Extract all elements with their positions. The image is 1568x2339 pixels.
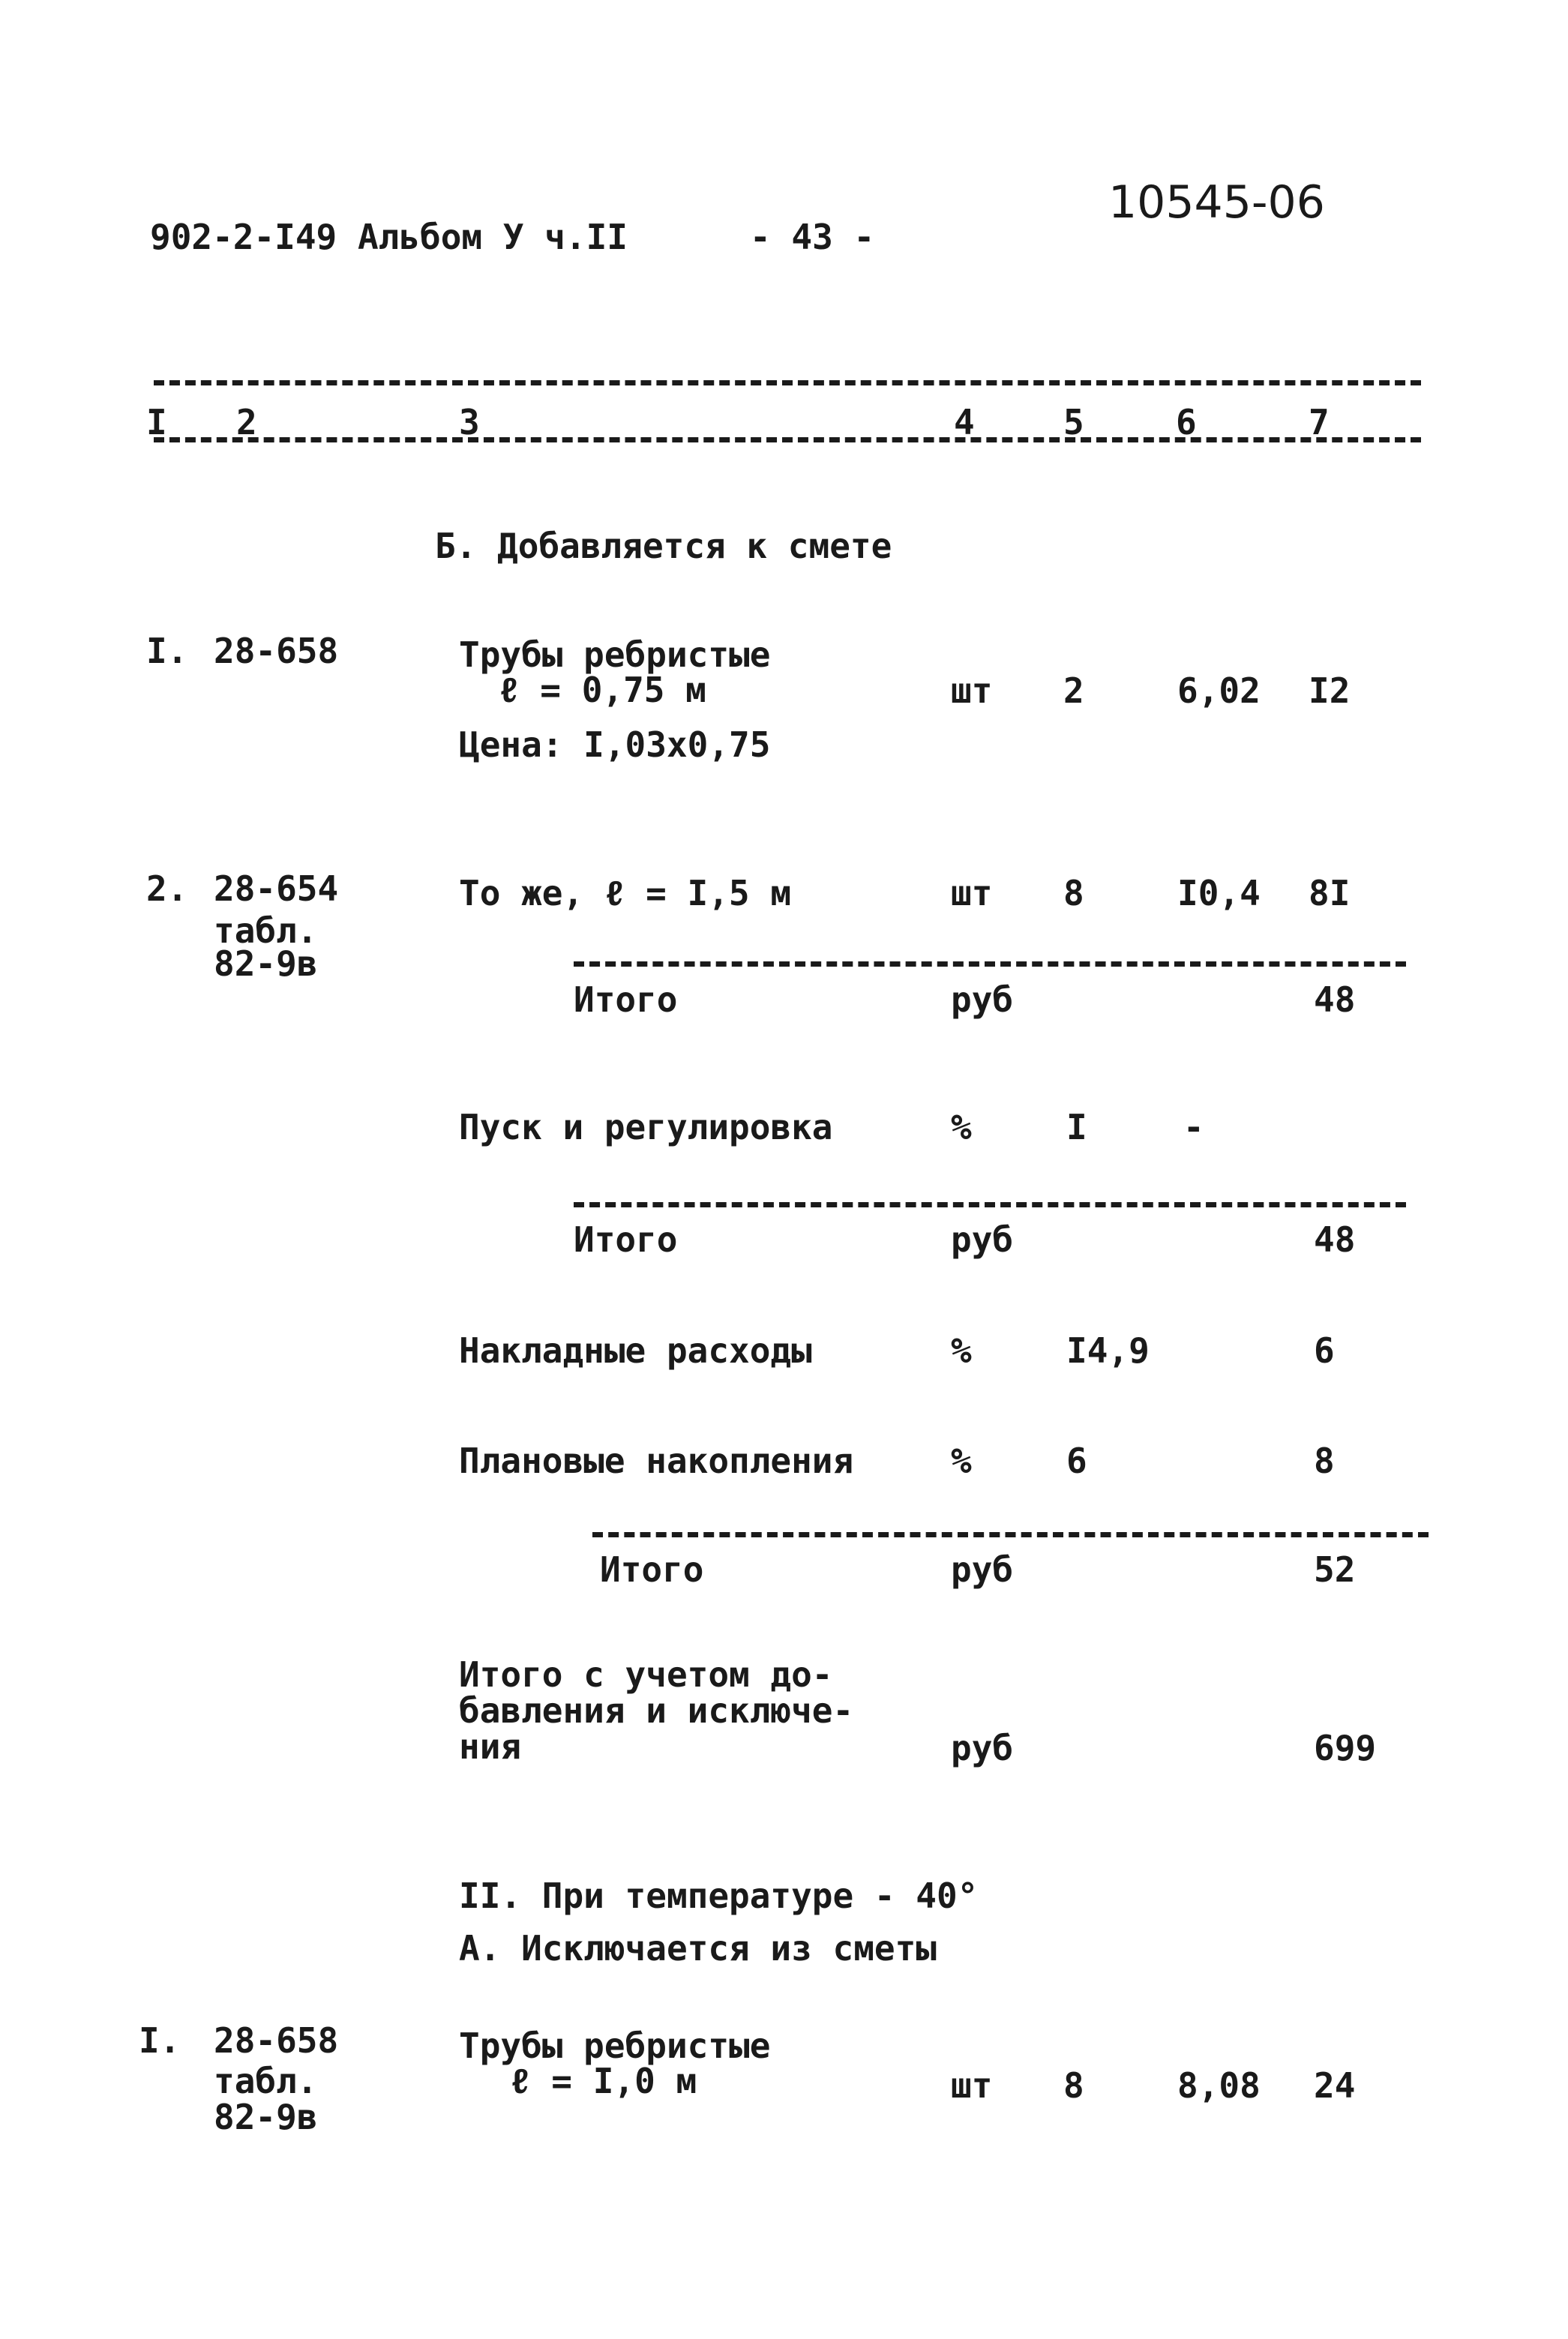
- column-5-header: 5: [1063, 402, 1084, 442]
- item-2-qty: 8: [1063, 873, 1084, 913]
- section-ii-item-1-ref-table: табл.: [214, 2061, 318, 2101]
- page-number: - 43 -: [750, 217, 875, 257]
- item-1-price: 6,02: [1177, 670, 1261, 711]
- item-1-length: ℓ = 0,75 м: [499, 670, 706, 710]
- item-2-number: 2.: [146, 868, 188, 909]
- subtotal-3-rule: [592, 1532, 1429, 1537]
- item-1-unit: шт: [951, 670, 993, 711]
- item-2-ref-table: табл.: [214, 910, 318, 951]
- header-top-rule: [154, 380, 1421, 385]
- column-2-header: 2: [236, 402, 257, 442]
- column-1-header: I: [146, 402, 167, 442]
- grand-total-label-line-2: бавления и исключе-: [459, 1690, 854, 1731]
- subtotal-3-label: Итого: [600, 1549, 704, 1590]
- startup-label: Пуск и регулировка: [459, 1107, 833, 1147]
- item-1-price-note: Цена: I,03х0,75: [459, 724, 771, 765]
- section-ii-subtitle: А. Исключается из сметы: [459, 1928, 937, 1969]
- section-ii-item-1-total: 24: [1314, 2065, 1356, 2106]
- section-ii-item-1-name: Трубы ребристые: [459, 2026, 771, 2066]
- subtotal-3-unit: руб: [951, 1549, 1014, 1590]
- startup-value: -: [1183, 1107, 1204, 1147]
- item-2-price: I0,4: [1177, 873, 1261, 913]
- grand-total-value: 699: [1314, 1728, 1377, 1768]
- startup-rate: I: [1066, 1107, 1087, 1147]
- subtotal-2-rule: [574, 1202, 1406, 1207]
- item-2-code: 28-654: [214, 868, 339, 909]
- startup-unit: %: [951, 1107, 972, 1147]
- subtotal-1-unit: руб: [951, 979, 1014, 1020]
- item-2-ref-number: 82-9в: [214, 943, 318, 984]
- section-ii-item-1-ref-number: 82-9в: [214, 2097, 318, 2137]
- subtotal-3-total: 52: [1314, 1549, 1356, 1590]
- grand-total-label-line-1: Итого с учетом до-: [459, 1654, 833, 1695]
- overhead-label: Накладные расходы: [459, 1330, 812, 1371]
- section-ii-title: II. При температуре - 40°: [459, 1876, 979, 1916]
- item-1-number: I.: [146, 631, 188, 671]
- subtotal-2-label: Итого: [574, 1219, 678, 1260]
- subtotal-2-unit: руб: [951, 1219, 1014, 1260]
- item-2-unit: шт: [951, 873, 993, 913]
- section-ii-item-1-number: I.: [139, 2020, 181, 2061]
- subtotal-1-label: Итого: [574, 979, 678, 1020]
- section-ii-item-1-code: 28-658: [214, 2020, 339, 2061]
- item-1-name: Трубы ребристые: [459, 634, 771, 675]
- header-bottom-rule: [154, 437, 1421, 442]
- item-1-code: 28-658: [214, 631, 339, 671]
- savings-label: Плановые накопления: [459, 1441, 854, 1481]
- section-ii-item-1-unit: шт: [951, 2065, 993, 2106]
- savings-value: 8: [1314, 1441, 1335, 1481]
- subtotal-2-total: 48: [1314, 1219, 1356, 1260]
- section-b-title: Б. Добавляется к смете: [435, 526, 892, 566]
- overhead-value: 6: [1314, 1330, 1335, 1371]
- item-2-name: То же, ℓ = I,5 м: [459, 873, 792, 913]
- section-ii-item-1-qty: 8: [1063, 2065, 1084, 2106]
- savings-rate: 6: [1066, 1441, 1087, 1481]
- handwritten-number: 10545-06: [1108, 176, 1325, 229]
- item-1-qty: 2: [1063, 670, 1084, 711]
- item-2-total: 8I: [1309, 873, 1351, 913]
- subtotal-1-rule: [574, 961, 1406, 967]
- column-4-header: 4: [954, 402, 975, 442]
- grand-total-label-line-3: ния: [459, 1726, 522, 1767]
- column-3-header: 3: [459, 402, 480, 442]
- overhead-unit: %: [951, 1330, 972, 1371]
- column-6-header: 6: [1176, 402, 1197, 442]
- overhead-rate: I4,9: [1066, 1330, 1150, 1371]
- section-ii-item-1-price: 8,08: [1177, 2065, 1261, 2106]
- item-1-total: I2: [1309, 670, 1351, 711]
- section-ii-item-1-length: ℓ = I,0 м: [510, 2061, 697, 2101]
- grand-total-unit: руб: [951, 1728, 1014, 1768]
- subtotal-1-total: 48: [1314, 979, 1356, 1020]
- document-code: 902-2-I49 Альбом У ч.II: [150, 217, 628, 257]
- savings-unit: %: [951, 1441, 972, 1481]
- column-7-header: 7: [1309, 402, 1330, 442]
